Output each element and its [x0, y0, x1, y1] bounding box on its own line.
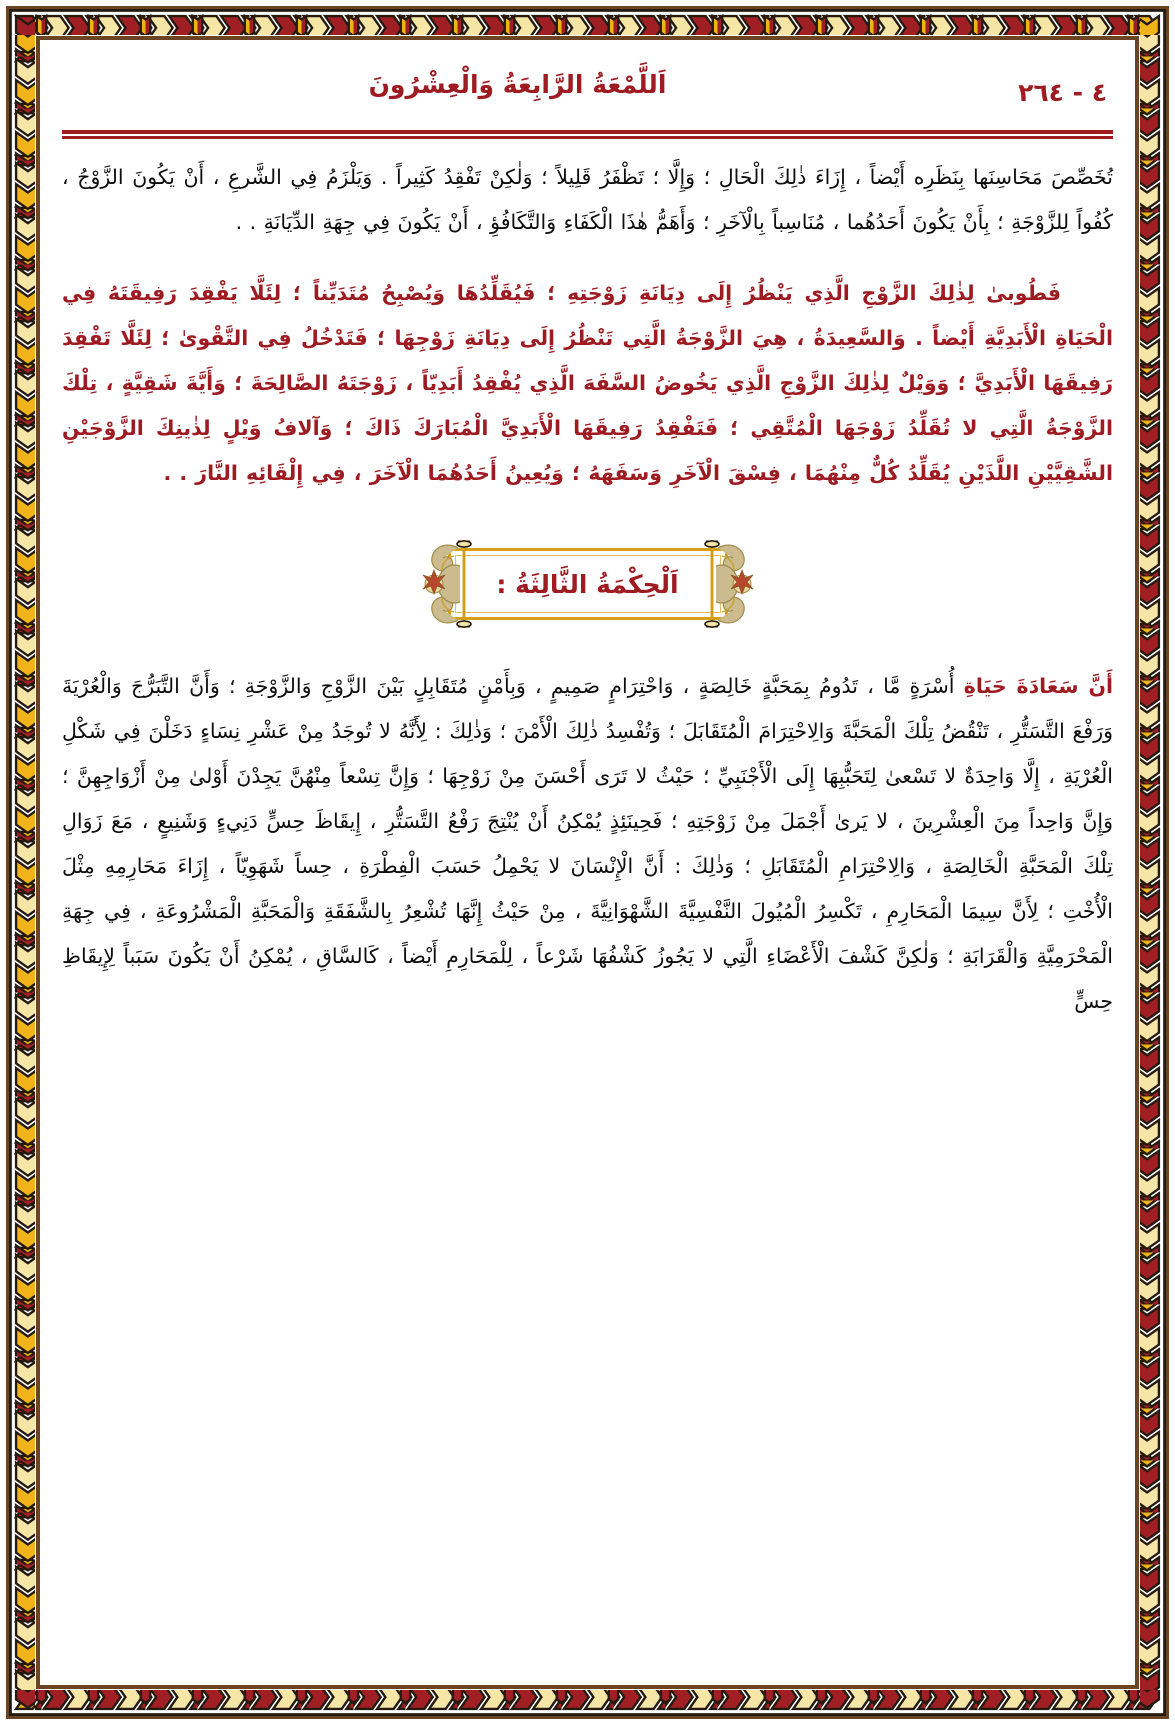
- paragraph-red-emphasis: فَطُوبىٰ لِذٰلِكَ الزَّوْجِ الَّذِي يَنْظُرُ إِلَى دِيَانَةِ زَوْجَتِهِ ؛ فَيُقَلِّدُهَا وَيُصْبِحُ مُتَدَيِّناً ؛ لِئَلَّا يَفْقِدَ رَفِيقَتَهُ فِي الْحَيَاةِ الْأَبَدِيَّةِ أَيْضاً . وَالسَّعِيدَةُ ، هِيَ الزَّوْجَةُ الَّتِي تَنْظُرُ إِلَى دِيَانَةِ زَوْجِهَا ؛ فَتَدْخُلُ فِي التَّقْوىٰ ؛ لِئَلَّا تَفْقِدَ رَفِيقَهَا الْأَبَدِيَّ ؛ وَوَيْلٌ لِذٰلِكَ الزَّوْجِ الَّذِي يَخُوضُ السَّفَهَ الَّذِي يُفْقِدُ أَبَدِيّاً ، زَوْجَتَهُ الصَّالِحَةَ ؛ وَأَيَّةَ شَقِيَّةٍ ، تِلْكَ الزَّوْجَةُ الَّتِي لا تُقَلِّدُ زَوْجَهَا الْمُتَّقِي ؛ فَتَفْقِدُ رَفِيقَهَا الْأَبَدِيَّ الْمُبَارَكَ ذَاكَ ؛ وَآلافُ وَيْلٍ لِذٰينِكَ الزَّوْجَيْنِ الشَّقِيَّيْنِ اللَّذَيْنِ يُقَلِّدُ كُلٌّ مِنْهُمَا ، فِسْقَ الْآخَرِ وَسَفَهَهُ ؛ وَيُعِينُ أَحَدُهُمَا الْآخَرَ ، فِي إِلْقَائِهِ النَّارَ . .: [62, 281, 1113, 485]
- page-bottom-spacer: [62, 1024, 1113, 1054]
- page-content: [44, 44, 1131, 1681]
- paragraph-final: [62, 664, 1113, 1024]
- header-divider-thin-rule: [62, 136, 1113, 139]
- paragraph-final-red-lead: أَنَّ سَعَادَةَ حَيَاةِ: [963, 674, 1113, 698]
- section-heading-text: اَلْحِكْمَةُ الثَّالِثَةُ :: [496, 569, 679, 599]
- ornamental-title-box: [422, 534, 754, 634]
- header-divider: [62, 130, 1113, 139]
- flourish-ornament-right-icon: [698, 536, 760, 632]
- section-heading-block: [62, 530, 1113, 638]
- flourish-ornament-left-icon: [416, 536, 478, 632]
- paragraph-black-intro: تُخَصِّصَ مَحَاسِنَها بِنَظَرِه أَيْضاً ، إِزَاءَ ذٰلِكَ الْحَالِ ؛ وَإِلَّا ؛ تَظْفَرُ قَلِيلاً ؛ وَلٰكِنْ تَفْقِدُ كَثِيراً . وَيَلْزَمُ فِي الشَّرعِ ، أَنْ يَكُونَ الزَّوْجُ ، كُفُواً لِلزَّوْجَةِ ؛ بِأَنْ يَكُونَ أَحَدُهُما ، مُنَاسِباً بِالْآخَرِ ؛ وَأَهَمُّ هٰذَا الْكَفَاءِ وَالتَّكَافُؤِ ، أَنْ يَكُونَ فِي جِهَةِ الدِّيَانَةِ . .: [62, 165, 1113, 234]
- page-number: ٤ - ٢٦٤: [1018, 78, 1107, 107]
- page-title: اَللَّمْعَةُ الرَّابِعَةُ وَالْعِشْرُونَ: [368, 70, 667, 99]
- page-header: [62, 68, 1113, 126]
- paragraph-final-body: أُسْرَةٍ مَّا ، تَدُومُ بِمَحَبَّةٍ خَالِصَةٍ ، وَاحْتِرَامٍ صَمِيمٍ ، وَبِأَمْنٍ مُتَقَابِلٍ بَيْنَ الزَّوْجِ وَالزَّوْجَةِ ؛ وَأَنَّ التَّبَرُّجَ وَالْعُرْيَةَ وَرَفْعَ التَّسَتُّرِ ، تَنْقُضُ تِلْكَ الْمَحَبَّةَ وَالِاحْتِرَامَ الْمُتَقَابَلَ ؛ وَتُفْسِدُ ذٰلِكَ الْأَمْنَ ؛ وَذٰلِكَ : لِأَنَّهُ لا تُوجَدُ مِنْ عَشْرِ نِسَاءٍ دَخَلْنَ فِي شَكْلِ الْعُرْيَةِ ، إِلَّا وَاحِدَةٌ لا تَسْعىٰ لِتَحَبُّبِهَا إِلَى الْأَجْنَبِيِّ ؛ حَيْثُ لا تَرَى أَحْسَنَ مِنْ زَوْجِهَا ؛ وَإِنَّ تِسْعاً مِنْهُنَّ يَجِدْنَ أَوْلىٰ مِنْ أَزْوَاجِهِنَّ ؛ وَإِنَّ وَاحِداً مِنَ الْعِشْرِينَ ، لا يَرىٰ أَجْمَلَ مِنْ زَوْجَتِهِ ؛ فَحِينَئِذٍ يُمْكِنُ أَنْ يُنْتِجَ رَفْعُ التَّسَتُّرِ ، إِيقَاظَ حِسٍّ دَنِيءٍ وَشَنِيعٍ ، مَعَ زَوَالِ تِلْكَ الْمَحَبَّةِ الْخَالِصَةِ ، وَالِاحْتِرَامِ الْمُتَقَابَلِ ؛ وَذٰلِكَ : أَنَّ الْإِنْسَانَ لا يَحْمِلُ حَسَبَ الْفِطْرَةِ ، حِساً شَهَوِيّاً ، إِزَاءَ مَحَارِمِهِ مِثْلَ الْأُخْتِ ؛ لِأَنَّ سِيمَا الْمَحَارِمِ ، تَكْسِرُ الْمُيُولَ النَّفْسِيَّةَ الشَّهْوَانِيَّةَ ، مِنْ حَيْثُ إِنَّهَا تُشْعِرُ بِالشَّفَقَةِ وَالْمَحَبَّةِ الْمَشْرُوعَةِ ، فِي جِهَةِ الْمَحْرَمِيَّةِ وَالْقَرَابَةِ ؛ وَلٰكِنَّ كَشْفَ الْأَعْضَاءِ الَّتِي لا يَجُوزُ كَشْفُهَا شَرْعاً ، لِلْمَحَارِمِ أَيْضاً ، كَالسَّاقِ ، يُمْكِنُ أَنْ يَكُونَ سَبَباً لِإِيقَاظِ حِسٍّ: [62, 674, 1113, 1013]
